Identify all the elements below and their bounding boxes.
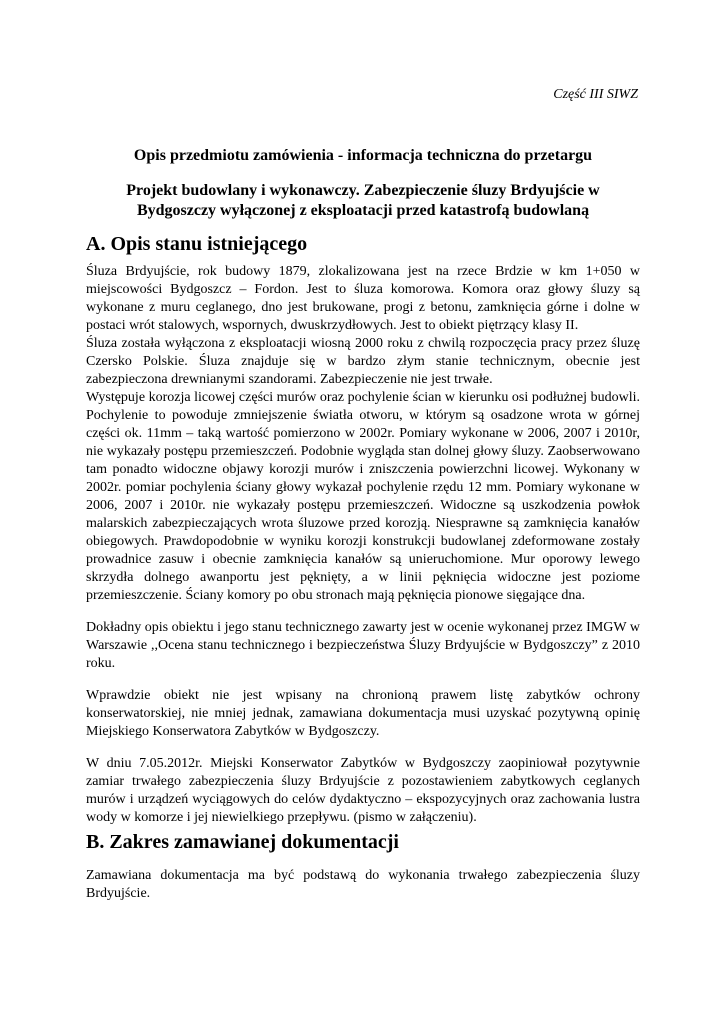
section-b-paragraph-1: Zamawiana dokumentacja ma być podstawą do wykonania trwałego zabezpieczenia śluzy Brdyujście. — [86, 868, 640, 901]
document-content — [86, 146, 640, 903]
section-a-paragraph-2: Śluza została wyłączona z eksploatacji wiosną 2000 roku z chwilą rozpoczęcia pracy przez śluzę Czersko Polskie. Śluza znajduje się w bardzo złym stanie technicznym, obecnie jest zabezpieczona drewnianymi szandorami. Zabezpieczenie nie jest trwałe. — [86, 336, 640, 387]
section-a-paragraph-5: Wprawdzie obiekt nie jest wpisany na chronioną prawem listę zabytków ochrony konserwatorskiej, nie mniej jednak, zamawiana dokumentacja musi uzyskać pozytywną opinię Miejskiego Konserwatora Zabytków w Bydgoszczy. — [86, 688, 640, 739]
section-a-heading: A. Opis stanu istniejącego — [86, 233, 308, 255]
document-title: Opis przedmiotu zamówienia - informacja techniczna do przetargu — [133, 147, 593, 164]
section-b-heading: B. Zakres zamawianej dokumentacji — [86, 831, 399, 853]
spacer — [86, 605, 640, 619]
section-a-paragraph-3: Występuje korozja licowej części murów oraz pochylenie ścian w kierunku osi podłużnej budowli. Pochylenie to powoduje zmniejszenie światła otworu, w którym są osadzone wrota w górnej części ok. 11mm – taką wartość pomierzono w 2002r. Pomiary wykonane w 2006, 2007 i 2010r, nie wykazały postępu przemieszczeń. Podobnie wygląda stan dolnej głowy śluzy. Zaobserwowano tam ponadto widoczne objawy korozji murów i zniszczenia powierzchni licowej. Wykonany w 2002r. pomiar pochylenia ściany głowy wykazał pochylenie rzędu 12 mm. Pomiary wykonane w 2006, 2007 i 2010r. nie wykazały postępu przemieszczeń. Widoczne są uszkodzenia powłok malarskich zabezpieczających wrota śluzowe przed korozją. Niesprawne są zamknięcia kanałów obiegowych. Prawdopodobnie w wyniku korozji konstrukcji budowlanej zdeformowane zostały prowadnice zasuw i obecnie zamknięcia kanałów są unieruchomione. Mur oporowy lewego skrzydła dolnego awanportu jest pęknięty, a w linii pęknięcia widoczne jest poziome przemieszczenie. Ściany komory po obu stronach mają pęknięcia pionowe sięgające dna. — [86, 390, 640, 603]
section-a-paragraph-1: Śluza Brdyujście, rok budowy 1879, zlokalizowana jest na rzece Brdzie w km 1+050 w miejscowości Bydgoszcz – Fordon. Jest to śluza komorowa. Komora oraz głowy śluzy są wykonane z muru ceglanego, dno jest brukowane, progi z betonu, zamknięcia górne i dolne w postaci wrót stalowych, wspornych, dwuskrzydłowych. Jest to obiekt piętrzący klasy II. — [86, 264, 640, 333]
part-label: Część III SIWZ — [553, 87, 638, 102]
spacer — [86, 855, 640, 867]
spacer — [86, 673, 640, 687]
section-a-paragraph-6: W dniu 7.05.2012r. Miejski Konserwator Zabytków w Bydgoszczy zaopiniował pozytywnie zamiar trwałego zabezpieczenia śluzy Brdyujście z pozostawieniem zabytkowych ceglanych murów i urządzeń wyciągowych do celów dydaktyczno – ekspozycyjnych oraz zachowania lustra wody w komorze i jej niewielkiego przepływu. (pismo w załączeniu). — [86, 756, 640, 825]
document-subtitle: Projekt budowlany i wykonawczy. Zabezpieczenie śluzy Brdyujście w Bydgoszczy wyłączonej z eksploatacji przed katastrofą budowlaną — [126, 182, 600, 219]
section-a-paragraph-4: Dokładny opis obiektu i jego stanu technicznego zawarty jest w ocenie wykonanej przez IMGW w Warszawie ,,Ocena stanu technicznego i bezpieczeństwa Śluzy Brdyujście w Bydgoszczy” z 2010 roku. — [86, 620, 640, 671]
spacer — [86, 741, 640, 755]
